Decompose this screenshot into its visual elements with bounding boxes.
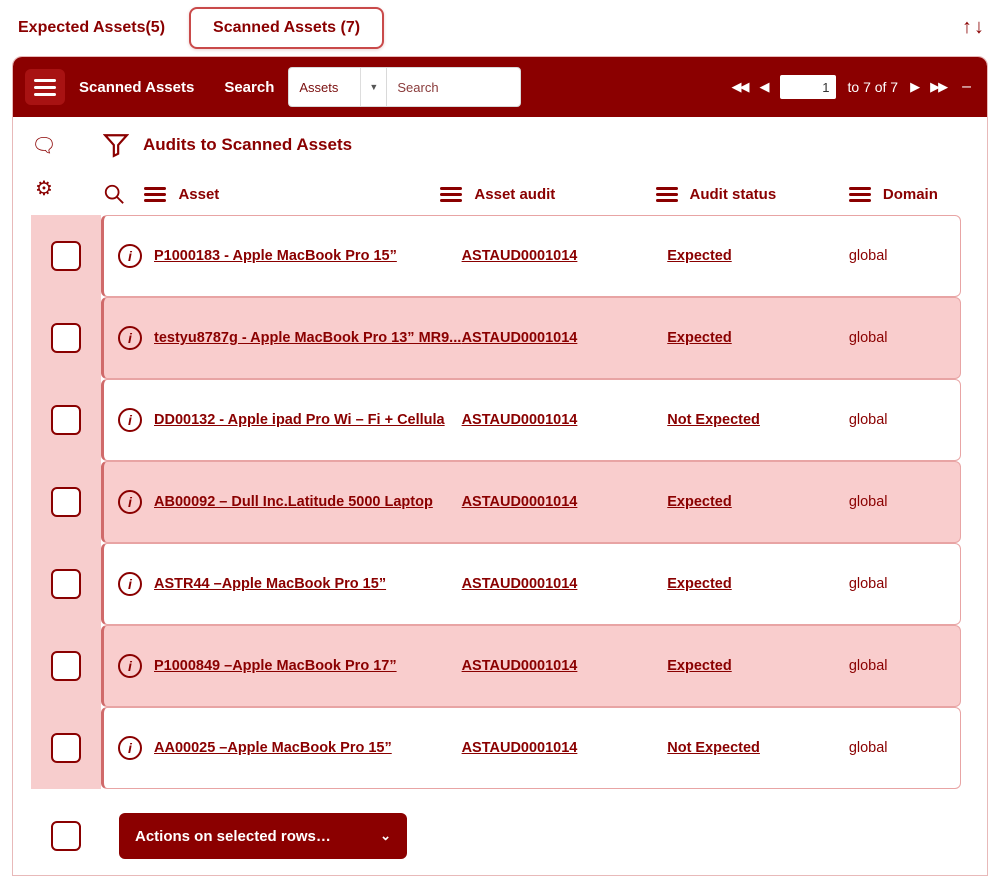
row-checkbox[interactable] xyxy=(51,323,81,353)
search-scope-select[interactable] xyxy=(288,67,386,107)
info-icon[interactable]: i xyxy=(118,490,142,514)
row-checkbox[interactable] xyxy=(51,487,81,517)
panel-header xyxy=(13,57,987,117)
cell-asset-audit[interactable]: ASTAUD0001014 xyxy=(461,412,578,428)
last-page-icon[interactable]: ▶▶ xyxy=(930,79,947,94)
cell-domain: global xyxy=(848,740,888,756)
tab-scanned-assets[interactable]: Scanned Assets (7) xyxy=(189,7,384,49)
info-icon[interactable]: i xyxy=(118,736,142,760)
cell-asset[interactable]: testyu8787g - Apple MacBook Pro 13” MR9... xyxy=(154,330,462,346)
gear-icon[interactable]: ⚙ xyxy=(35,178,53,200)
row-select-cell xyxy=(31,215,101,297)
column-menu-icon[interactable] xyxy=(849,187,871,202)
cell-asset[interactable]: AB00092 – Dull Inc.Latitude 5000 Laptop xyxy=(154,494,433,510)
row-checkbox[interactable] xyxy=(51,405,81,435)
cell-domain: global xyxy=(848,248,888,264)
table-footer xyxy=(13,813,987,859)
chevron-down-icon[interactable]: ▼ xyxy=(360,68,386,106)
info-icon[interactable]: i xyxy=(118,654,142,678)
sort-arrows-icon[interactable]: ↑↓ xyxy=(962,16,986,38)
search-icon[interactable] xyxy=(103,183,144,205)
column-domain-label: Domain xyxy=(882,185,938,203)
cell-asset[interactable]: P1000849 –Apple MacBook Pro 17” xyxy=(154,658,397,674)
cell-audit-status[interactable]: Expected xyxy=(667,330,732,346)
column-domain[interactable] xyxy=(849,186,987,203)
first-page-icon[interactable]: ◀◀ xyxy=(731,79,748,94)
panel-title: Scanned Assets xyxy=(79,78,195,96)
table-row[interactable] xyxy=(101,215,961,297)
tab-expected-assets[interactable]: Expected Assets(5) xyxy=(18,19,166,36)
cell-asset[interactable]: AA00025 –Apple MacBook Pro 15” xyxy=(154,740,392,756)
row-select-cell xyxy=(31,625,101,707)
table-row[interactable] xyxy=(101,461,961,543)
cell-audit-status[interactable]: Expected xyxy=(667,248,732,264)
info-icon[interactable]: i xyxy=(118,408,142,432)
row-select-cell xyxy=(31,543,101,625)
column-audit-status[interactable] xyxy=(656,186,849,203)
table-body xyxy=(13,215,987,789)
row-select-cell xyxy=(31,379,101,461)
row-select-cell xyxy=(31,707,101,789)
chevron-down-icon: ⌄ xyxy=(380,828,391,843)
scanned-assets-panel xyxy=(12,56,988,876)
column-audit-status-label: Audit status xyxy=(689,185,777,203)
prev-page-icon[interactable]: ◀ xyxy=(759,79,768,94)
cell-domain: global xyxy=(848,330,888,346)
select-all-wrap xyxy=(31,821,101,851)
rows xyxy=(101,215,961,789)
cell-audit-status[interactable]: Not Expected xyxy=(667,412,760,428)
cell-domain: global xyxy=(848,494,888,510)
info-icon[interactable]: i xyxy=(118,244,142,268)
column-header-row xyxy=(75,173,987,215)
filter-icon[interactable] xyxy=(103,132,129,158)
column-asset-audit[interactable] xyxy=(440,186,655,203)
search-group xyxy=(288,67,521,107)
search-input[interactable] xyxy=(386,67,521,107)
row-checkbox[interactable] xyxy=(51,733,81,763)
cell-asset-audit[interactable]: ASTAUD0001014 xyxy=(461,576,578,592)
table-row[interactable] xyxy=(101,297,961,379)
cell-domain: global xyxy=(848,576,888,592)
actions-label: Actions on selected rows… xyxy=(135,827,331,845)
collapse-button[interactable]: – xyxy=(962,78,971,95)
filter-bar xyxy=(75,117,987,173)
cell-audit-status[interactable]: Expected xyxy=(667,576,732,592)
cell-asset-audit[interactable]: ASTAUD0001014 xyxy=(461,740,578,756)
cell-asset[interactable]: DD00132 - Apple ipad Pro Wi – Fi + Cellula xyxy=(154,412,445,428)
filter-title: Audits to Scanned Assets xyxy=(143,135,353,154)
cell-asset[interactable]: P1000183 - Apple MacBook Pro 15” xyxy=(154,248,397,264)
row-select-cell xyxy=(31,297,101,379)
page-number-input[interactable] xyxy=(780,75,836,99)
pagination xyxy=(732,75,976,99)
table-row[interactable] xyxy=(101,543,961,625)
tab-bar xyxy=(0,0,1000,56)
row-select-cell xyxy=(31,461,101,543)
row-checkbox[interactable] xyxy=(51,241,81,271)
table-row[interactable] xyxy=(101,707,961,789)
next-page-icon[interactable]: ▶ xyxy=(910,79,919,94)
row-select-column xyxy=(31,215,101,789)
page-range-label: to 7 of 7 xyxy=(847,79,899,95)
column-menu-icon[interactable] xyxy=(440,187,462,202)
search-label: Search xyxy=(224,78,275,96)
left-rail xyxy=(13,117,75,201)
column-asset-label: Asset xyxy=(178,185,220,203)
column-asset-audit-label: Asset audit xyxy=(474,185,556,203)
info-icon[interactable]: i xyxy=(118,326,142,350)
column-menu-icon[interactable] xyxy=(144,187,166,202)
menu-icon[interactable] xyxy=(25,69,65,105)
column-asset[interactable] xyxy=(144,186,440,203)
cell-asset-audit[interactable]: ASTAUD0001014 xyxy=(461,330,578,346)
row-checkbox[interactable] xyxy=(51,569,81,599)
cell-asset-audit[interactable]: ASTAUD0001014 xyxy=(461,658,578,674)
cell-asset-audit[interactable]: ASTAUD0001014 xyxy=(461,494,578,510)
cell-audit-status[interactable]: Not Expected xyxy=(667,740,760,756)
info-icon[interactable]: i xyxy=(118,572,142,596)
comment-icon[interactable]: 🗨 xyxy=(31,135,57,157)
table-row[interactable] xyxy=(101,379,961,461)
cell-asset-audit[interactable]: ASTAUD0001014 xyxy=(461,248,578,264)
select-all-checkbox[interactable] xyxy=(51,821,81,851)
cell-audit-status[interactable]: Expected xyxy=(667,494,732,510)
actions-on-selected-rows-button[interactable] xyxy=(119,813,407,859)
cell-asset[interactable]: ASTR44 –Apple MacBook Pro 15” xyxy=(154,576,387,592)
search-scope-value: Assets xyxy=(299,79,339,95)
cell-audit-status[interactable]: Expected xyxy=(667,658,732,674)
cell-domain: global xyxy=(848,658,888,674)
column-menu-icon[interactable] xyxy=(656,187,678,202)
table-row[interactable] xyxy=(101,625,961,707)
cell-domain: global xyxy=(848,412,888,428)
row-checkbox[interactable] xyxy=(51,651,81,681)
